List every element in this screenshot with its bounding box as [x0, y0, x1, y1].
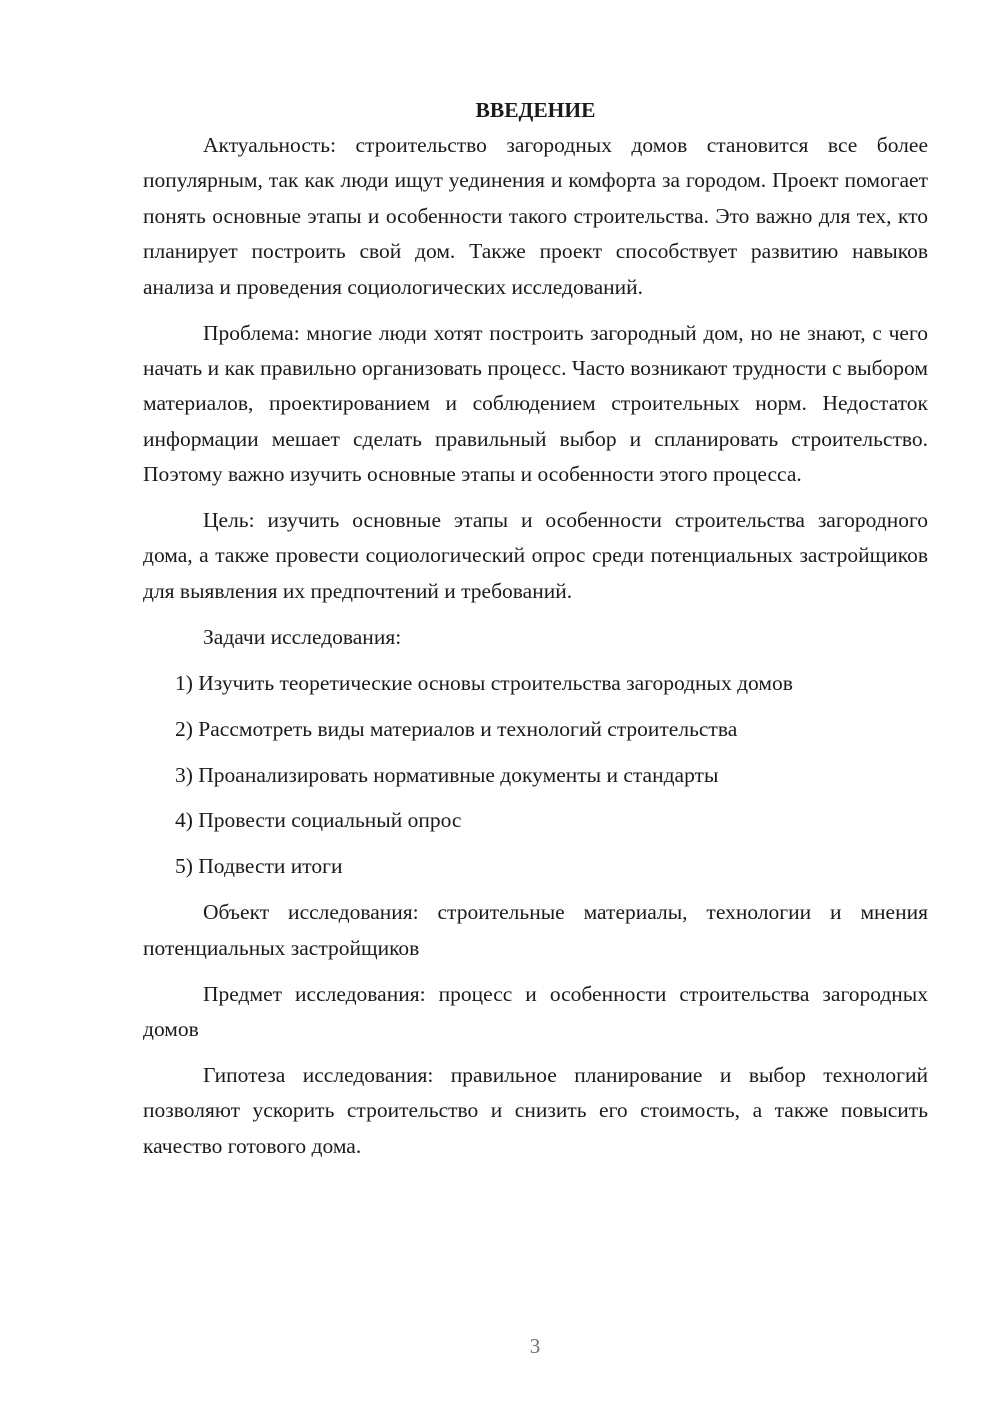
page-title: ВВЕДЕНИЕ: [475, 98, 596, 122]
tasks-label: Задачи исследования:: [203, 624, 402, 649]
hypothesis-paragraph: Гипотеза исследования: правильное планирование и выбор технологий позволяют ускорить строительство и снизить его стоимость, а также повысить качество готового дома.: [143, 1062, 928, 1158]
list-item: 1) Изучить теоретические основы строительства загородных домов: [175, 670, 793, 695]
problem-paragraph: Проблема: многие люди хотят построить загородный дом, но не знают, с чего начать и как правильно организовать процесс. Часто возникают трудности с выбором материалов, проектированием и соблюдением строительных норм. Недостаток информации мешает сделать правильный выбор и спланировать строительство. Поэтому важно изучить основные этапы и особенности этого процесса.: [143, 320, 928, 487]
object-paragraph: Объект исследования: строительные материалы, технологии и мнения потенциальных застройщиков: [143, 900, 928, 960]
list-item: 4) Провести социальный опрос: [175, 808, 462, 833]
relevance-paragraph: Актуальность: строительство загородных домов становится все более популярным, так как люди ищут уединения и комфорта за городом. Проект помогает понять основные этапы и особенности такого строительства. Это важно для тех, кто планирует построить свой дом. Также проект способствует развитию навыков анализа и проведения социологических исследований.: [143, 133, 928, 299]
list-item: 5) Подвести итоги: [175, 854, 343, 879]
list-item: 3) Проанализировать нормативные документы и стандарты: [175, 762, 719, 787]
page-content: [143, 93, 928, 1175]
list-item: 2) Рассмотреть виды материалов и технологий строительства: [175, 716, 738, 741]
tasks-list: [143, 666, 928, 885]
page-number: 3: [529, 1334, 541, 1358]
goal-paragraph: Цель: изучить основные этапы и особенности строительства загородного дома, а также провести социологический опрос среди потенциальных застройщиков для выявления их предпочтений и требований.: [143, 508, 928, 603]
subject-paragraph: Предмет исследования: процесс и особенности строительства загородных домов: [143, 981, 928, 1041]
